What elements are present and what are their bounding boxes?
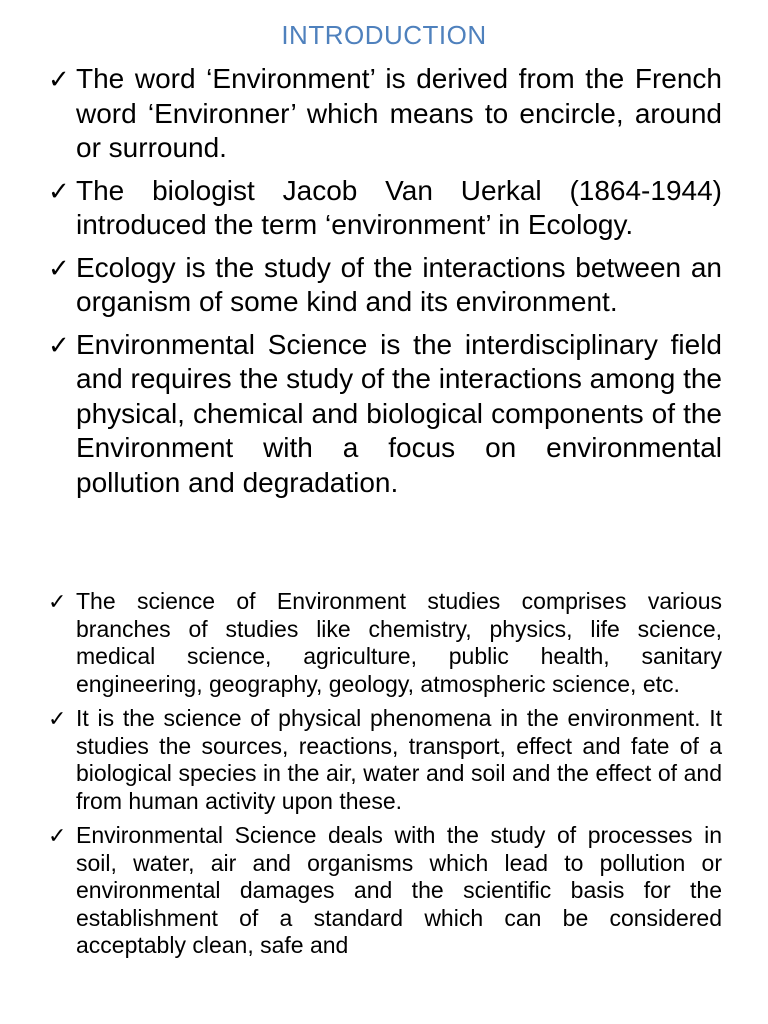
checkmark-icon: ✓	[48, 823, 67, 848]
intro-bullet-list	[48, 62, 722, 508]
bullet-item	[48, 705, 722, 815]
bullet-item	[48, 62, 722, 166]
bullet-item	[48, 328, 722, 501]
bullet-text: It is the science of physical phenomena in the environment. It studies the sources, reactions, transport, effect and fate of a biological species in the air, water and soil and the effect of and from human activity upon these.	[76, 705, 722, 814]
bullet-item	[48, 822, 722, 960]
bullet-item	[48, 588, 722, 698]
checkmark-icon: ✓	[48, 589, 67, 614]
checkmark-icon: ✓	[48, 329, 70, 360]
science-bullet-list	[48, 588, 722, 967]
checkmark-icon: ✓	[48, 175, 70, 206]
bullet-text: The science of Environment studies comprises various branches of studies like chemistry, physics, life science, medical science, agriculture, public health, sanitary engineering, geography, geology, atmospheric science, etc.	[76, 588, 722, 697]
bullet-item	[48, 251, 722, 320]
page-title: INTRODUCTION	[281, 20, 487, 50]
bullet-text: Environmental Science deals with the study of processes in soil, water, air and organisms which lead to pollution or environmental damages and the scientific basis for the establishment of a standard which can be considered acceptably clean, safe and	[76, 822, 722, 958]
bullet-text: The biologist Jacob Van Uerkal (1864-1944) introduced the term ‘environment’ in Ecology.	[76, 174, 722, 240]
bullet-text: The word ‘Environment’ is derived from the French word ‘Environner’ which means to encircle, around or surround.	[76, 63, 722, 163]
checkmark-icon: ✓	[48, 252, 70, 283]
bullet-item	[48, 174, 722, 243]
checkmark-icon: ✓	[48, 64, 70, 94]
bullet-text: Environmental Science is the interdisciplinary field and requires the study of the interactions among the physical, chemical and biological components of the Environment with a focus on environmental pollution and degradation.	[76, 328, 722, 498]
bullet-text: Ecology is the study of the interactions between an organism of some kind and its environment.	[76, 251, 722, 317]
checkmark-icon: ✓	[48, 706, 67, 731]
